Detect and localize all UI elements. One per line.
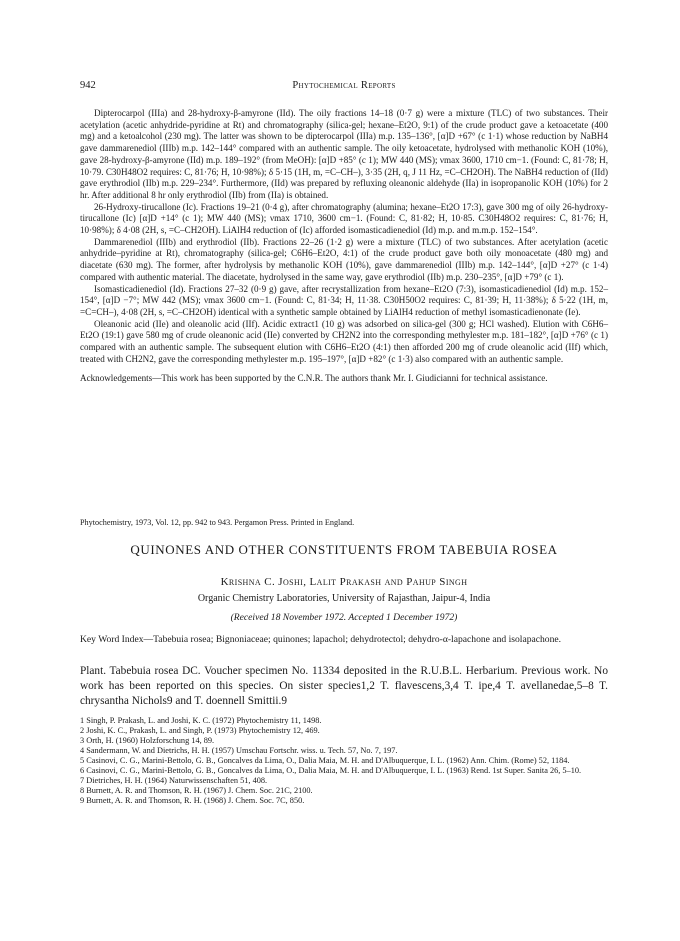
reference-item: 9 Burnett, A. R. and Thomson, R. H. (1968) J. Chem. Soc. 7C, 850.: [80, 796, 305, 806]
reference-item: 3 Orth, H. (1960) Holzforschung 14, 89.: [80, 736, 215, 746]
paragraph-isomasticadienediol: Isomasticadienediol (Id). Fractions 27–32 (0·9 g) gave, after recrystallization from hexane–Et2O (7:3), isomasticadienediol (Id) m.p. 152–154°, [α]D −7°; MW 442 (MS); νmax 3600 cm−1. (Found: C, 81·34; H, 11·38. C30H50O2 requires: C, 81·39; H, 11·38%); δ 5·22 (1H, m, =C=CH–), 4·08 (2H, s, =C–CH2OH) identical with a synthetic sample obtained by LiAlH4 reduction of methyl isomasticadienonate (Ie).: [80, 283, 608, 317]
article-affiliation: Organic Chemistry Laboratories, University of Rajasthan, Jaipur-4, India: [197, 593, 491, 604]
reference-item: 7 Dietriches, H. H. (1964) Naturwissenschaften 51, 408.: [80, 776, 268, 786]
paragraph-hydroxy-tirucallone: 26-Hydroxy-tirucallone (Ic). Fractions 19–21 (0·4 g), after chromatography (alumina; hexane–Et2O 17:3), gave 300 mg of oily 26-hydroxy-tirucallone (Ic) [α]D +14° (c 1); MW 440 (MS); νmax 1710, 3600 cm−1. (Found: C, 81·82; H, 10·85. C30H48O2 requires: C, 81·76; H, 10·98%); δ 4·08 (2H, s, =C–CH2OH). LiAlH4 reduction of (Ic) afforded isomasticadienediol (Id) m.p. and m.m.p. 152–154°.: [80, 201, 608, 236]
page-number: 942: [80, 80, 96, 91]
paragraph-dipterocarpol: Dipterocarpol (IIIa) and 28-hydroxy-β-amyrone (IId). The oily fractions 14–18 (0·7 g) were a mixture (TLC) of two substances. Their acetylation (acetic anhydride-pyridine at Rt) and chromatography (silica-gel; hexane–Et2O, 9:1) of the crude product gave a ketoacetate (400 mg) and a ketoalcohol (230 mg). The latter was shown to be dipterocarpol (IIIa) m.p. 135–136°, [α]D +67° (c 1·1) whose reduction by NaBH4 gave dammarenediol (IIIb) m.p. 142–144° compared with an authentic sample. The oily ketoacetate, hydrolysed with methanolic KOH (10%), gave 28-hydroxy-β-amyrone (IId) m.p. 189–192° (from MeOH): [α]D +85° (c 1); MW 440 (MS); νmax 3600, 1710 cm−1. (Found: C, 81·78; H, 10·79. C30H48O2 requires: C, 81·76; H, 10·98%); δ 5·15 (1H, m, =C–CH–), 3·35 (2H, q, J 11 Hz, =C–CH2OH). The NaBH4 reduction of (IId) gave erythrodiol (IIb) m.p. 229–234°. Furthermore, (IId) was prepared by refluxing oleanonic aldehyde (IIa) in isopropanolic KOH (10%) for 2 hr. After additional 8 hr only erythrodiol (IIb) from (IIa) is obtained.: [80, 108, 608, 200]
reference-item: 8 Burnett, A. R. and Thomson, R. H. (1967) J. Chem. Soc. 21C, 2100.: [80, 786, 313, 796]
article-authors: Krishna C. Joshi, Lalit Prakash and Pahup Singh: [220, 576, 468, 588]
experimental-section: [80, 108, 608, 385]
reference-item: 6 Casinovi, C. G., Marini-Bettolo, G. B., Goncalves da Lima, O., Dalia Maia, M. H. and D'Albuquerque, I. L. (1963) Rend. 1st Super. Sanita 26, 5–10.: [80, 766, 582, 776]
article-title: QUINONES AND OTHER CONSTITUENTS FROM TABEBUIA ROSEA: [130, 542, 558, 557]
keyword-index: Key Word Index—Tabebuia rosea; Bignoniaceae; quinones; lapachol; dehydrotectol; dehydro-α-lapachone and isolapachone.: [80, 634, 562, 645]
running-title: Phytochemical Reports: [292, 80, 396, 91]
references: [80, 716, 608, 806]
page-header: [80, 80, 608, 94]
journal-imprint: Phytochemistry, 1973, Vol. 12, pp. 942 to 943. Pergamon Press. Printed in England.: [80, 518, 355, 527]
acknowledgements: Acknowledgements—This work has been supported by the C.N.R. The authors thank Mr. I. Giudicianni for technical assistance.: [80, 373, 548, 384]
paragraph-oleanonic-acid: Oleanonic acid (IIe) and oleanolic acid (IIf). Acidic extract1 (10 g) was adsorbed on silica-gel (300 g; HCl washed). Elution with C6H6–Et2O (19:1) gave 580 mg of crude oleanonic acid (IIe) converted by CH2N2 into the corresponding methylester m.p. 181–182°, [α]D +76° (c 1) compared with an authentic sample. The subsequent elution with C6H6–Et2O (4:1) then afforded 200 mg of crude oleanolic acid (IIf) which, treated with CH2N2, gave the corresponding methylester m.p. 195–197°, [α]D +82° (c 1·3) also compared with an authentic sample.: [80, 318, 608, 364]
reference-item: 5 Casinovi, C. G., Marini-Bettolo, G. B., Goncalves da Lima, O., Dalia Maia, M. H. and D'Albuquerque, I. L. (1962) Ann. Chim. (Rome) 52, 1184.: [80, 756, 570, 766]
reference-item: 4 Sandermann, W. and Dietrichs, H. H. (1957) Umschau Fortschr. wiss. u. Tech. 57, No. 7, 197.: [80, 746, 398, 756]
reference-item: 2 Joshi, K. C., Prakash, L. and Singh, P. (1973) Phytochemistry 12, 469.: [80, 726, 320, 736]
reference-item: 1 Singh, P. Prakash, L. and Joshi, K. C. (1972) Phytochemistry 11, 1498.: [80, 716, 322, 725]
paragraph-dammarenediol: Dammarenediol (IIIb) and erythrodiol (IIb). Fractions 22–26 (1·2 g) were a mixture (TLC) of two substances. After acetylation (acetic anhydride–pyridine at Rt), chromatography (silica-gel; C6H6–Et2O, 4:1) of the crude product gave both oily monoacetate (480 mg) and diacetate (630 mg). The former, after hydrolysis by methanolic KOH (10%), gave dammarenediol (IIIb) m.p. 142–144°, [α]D +27° (c 1·4) compared with authentic material. The diacetate, hydrolysed in the same way, gave erythrodiol (IIb) m.p. 230–235°, [α]D +79° (c 1).: [80, 236, 608, 282]
article-intro: Plant. Tabebuia rosea DC. Voucher specimen No. 11334 deposited in the R.U.B.L. Herbarium. Previous work. No work has been reported on this species. On sister species1,2 T. flavescens,3,4 T. ipe,4 T. avellanedae,5–8 T. chrysantha Nichols9 and T. doennell Smittii.9: [80, 665, 608, 708]
received-date: (Received 18 November 1972. Accepted 1 December 1972): [230, 612, 458, 623]
